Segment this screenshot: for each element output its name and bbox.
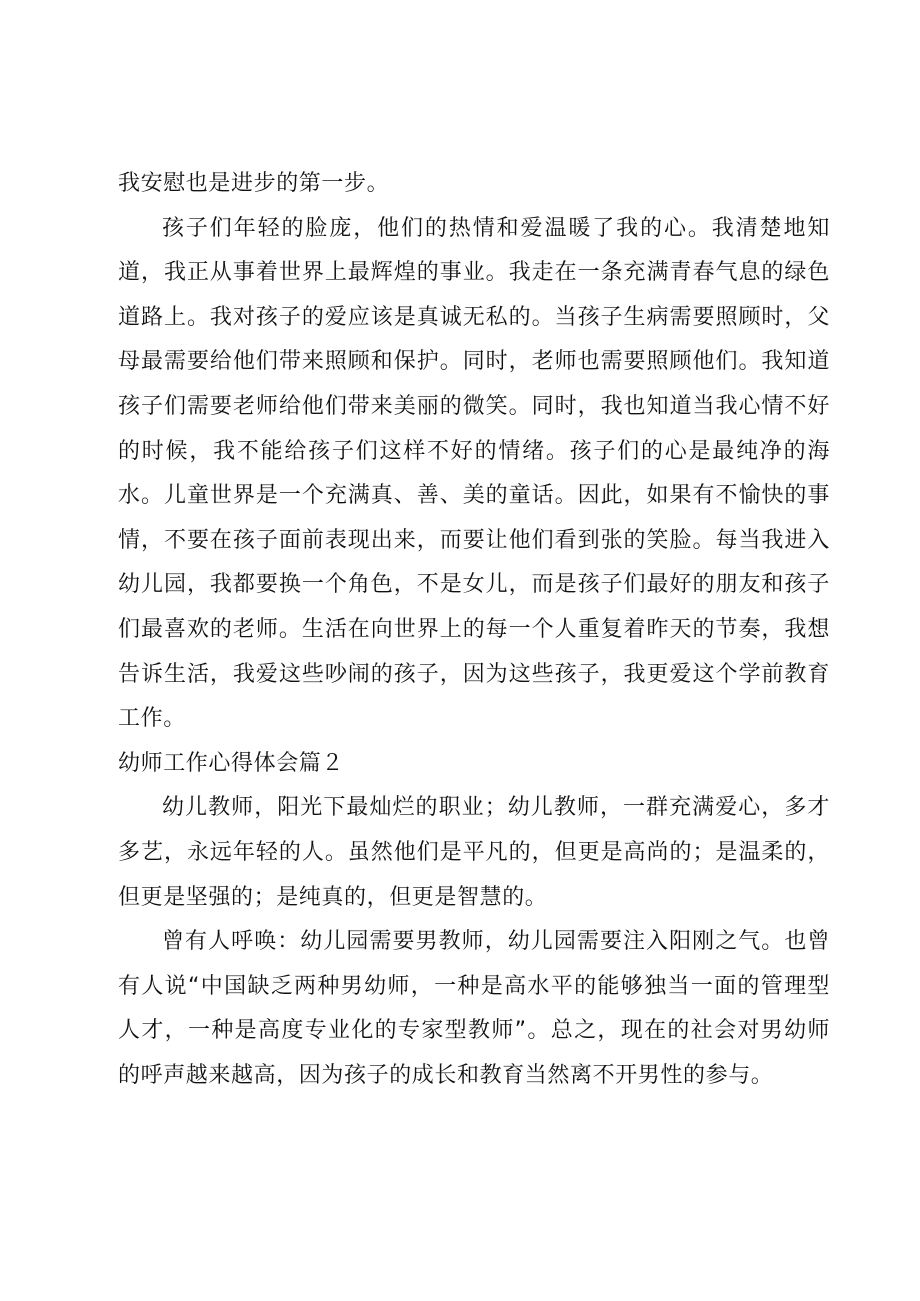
paragraph-male-teachers: 曾有人呼唤：幼儿园需要男教师，幼儿园需要注入阳刚之气。也曾有人说“中国缺乏两种男幼师，一种是高水平的能够独当一面的管理型人才，一种是高度专业化的专家型教师”。总之，现在的社会对男幼师的呼声越来越高，因为孩子的成长和教育当然离不开男性的参与。 [118, 929, 830, 1088]
document-body [118, 162, 830, 1098]
section-title: 幼师工作心得体会篇２ [118, 750, 345, 776]
paragraph-continuation: 我安慰也是进步的第一步。 [118, 171, 390, 196]
paragraph-teacher-love: 孩子们年轻的脸庞，他们的热情和爱温暖了我的心。我清楚地知道，我正从事着世界上最辉煌的事业。我走在一条充满青春气息的绿色道路上。我对孩子的爱应该是真诚无私的。当孩子生病需要照顾时，父母最需要给他们带来照顾和保护。同时，老师也需要照顾他们。我知道孩子们需要老师给他们带来美丽的微笑。同时，我也知道当我心情不好的时候，我不能给孩子们这样不好的情绪。孩子们的心是最纯净的海水。儿童世界是一个充满真、善、美的童话。因此，如果有不愉快的事情，不要在孩子面前表现出来，而要让他们看到张的笑脸。每当我进入幼儿园，我都要换一个角色，不是女儿，而是孩子们最好的朋友和孩子们最喜欢的老师。生活在向世界上的每一个人重复着昨天的节奏，我想告诉生活，我爱这些吵闹的孩子，因为这些孩子，我更爱这个学前教育工作。 [118, 215, 830, 732]
paragraph-kindergarten-teacher: 幼儿教师，阳光下最灿烂的职业；幼儿教师，一群充满爱心，多才多艺，永远年轻的人。虽然他们是平凡的，但更是高尚的；是温柔的，但更是坚强的；是纯真的，但更是智慧的。 [118, 795, 830, 910]
